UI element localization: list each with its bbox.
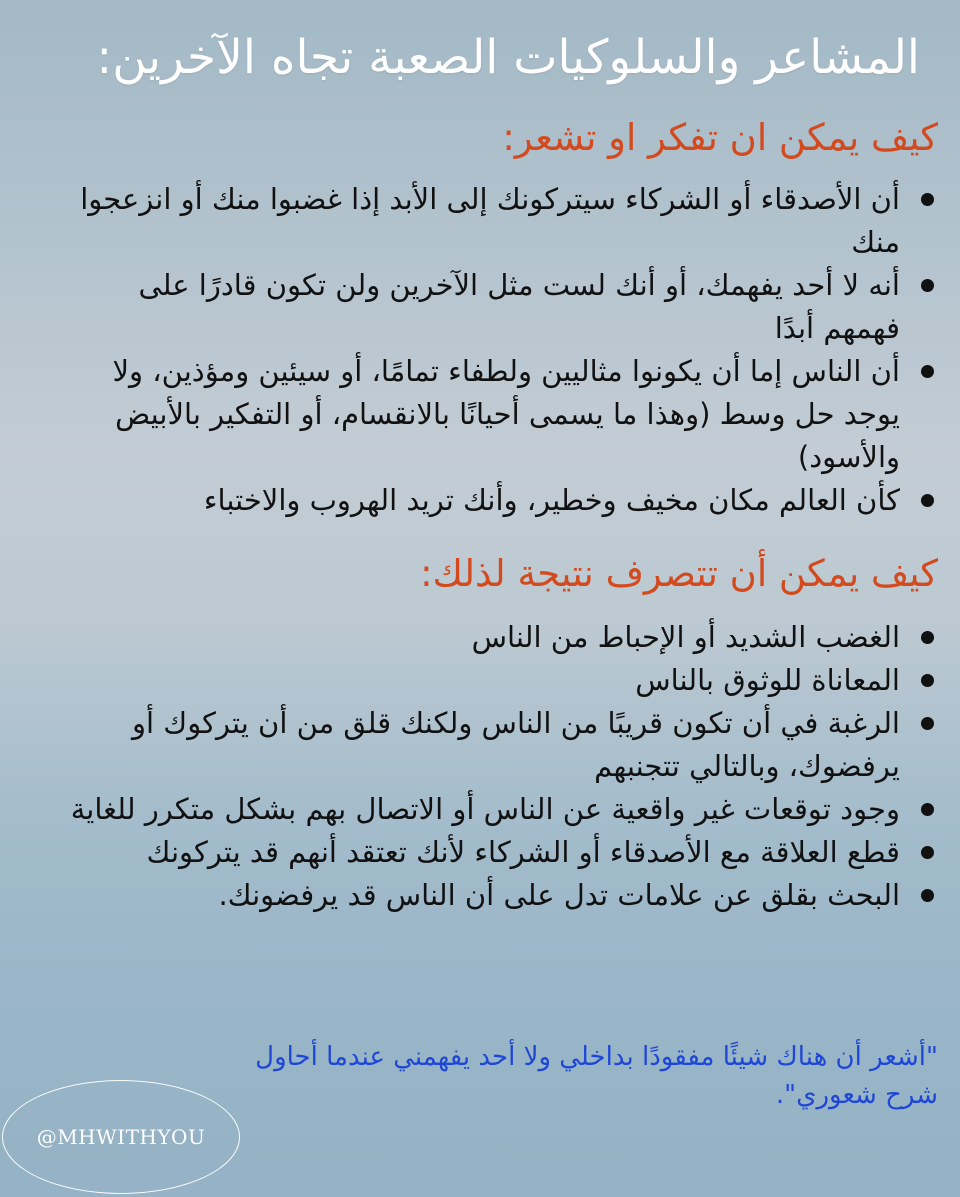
thoughts-list	[54, 178, 934, 522]
section-heading-thoughts: كيف يمكن ان تفكر او تشعر:	[502, 116, 938, 159]
social-handle-badge	[2, 1080, 240, 1194]
list-item: المعاناة للوثوق بالناس	[54, 659, 900, 702]
page-title: المشاعر والسلوكيات الصعبة تجاه الآخرين:	[96, 30, 920, 85]
section-heading-behaviors: كيف يمكن أن تتصرف نتيجة لذلك:	[420, 552, 938, 595]
social-handle: @MHWITHYOU	[36, 1125, 206, 1149]
list-item: البحث بقلق عن علامات تدل على أن الناس قد يرفضونك.	[54, 874, 900, 917]
list-item: الغضب الشديد أو الإحباط من الناس	[54, 616, 900, 659]
list-item: الرغبة في أن تكون قريبًا من الناس ولكنك قلق من أن يتركوك أو يرفضوك، وبالتالي تتجنبهم	[54, 702, 900, 788]
list-item: كأن العالم مكان مخيف وخطير، وأنك تريد الهروب والاختباء	[54, 479, 900, 522]
list-item: وجود توقعات غير واقعية عن الناس أو الاتصال بهم بشكل متكرر للغاية	[54, 788, 900, 831]
behaviors-list	[54, 616, 934, 917]
list-item: أن الأصدقاء أو الشركاء سيتركونك إلى الأبد إذا غضبوا منك أو انزعجوا منك	[54, 178, 900, 264]
list-item: أنه لا أحد يفهمك، أو أنك لست مثل الآخرين ولن تكون قادرًا على فهمهم أبدًا	[54, 264, 900, 350]
list-item: أن الناس إما أن يكونوا مثاليين ولطفاء تمامًا، أو سيئين ومؤذين، ولا يوجد حل وسط (وهذا ما يسمى أحيانًا بالانقسام، أو التفكير بالأبيض والأسود)	[54, 350, 900, 479]
quote-text: "أشعر أن هناك شيئًا مفقودًا بداخلي ولا أحد يفهمني عندما أحاول شرح شعوري".	[255, 1042, 938, 1110]
list-item: قطع العلاقة مع الأصدقاء أو الشركاء لأنك تعتقد أنهم قد يتركونك	[54, 831, 900, 874]
